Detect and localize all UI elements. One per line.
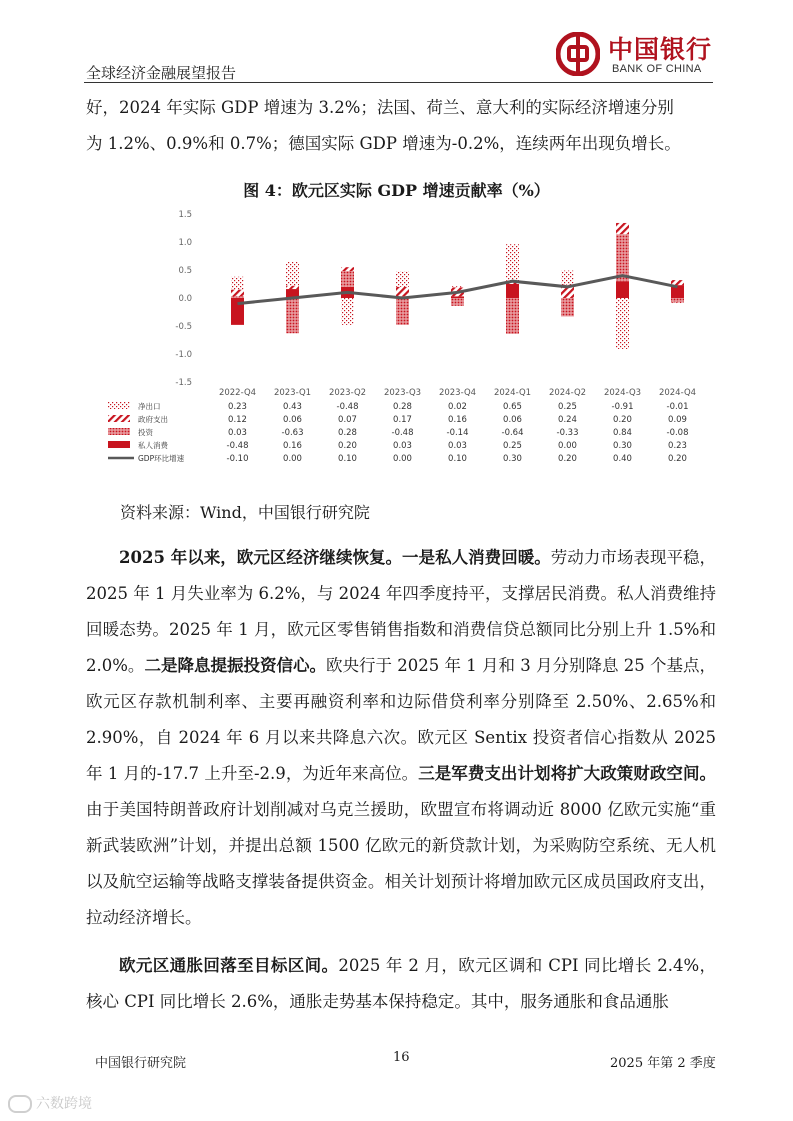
data-label: 0.40 [613, 454, 632, 464]
y-tick-label: 0.0 [178, 294, 192, 304]
data-label: 0.17 [393, 415, 412, 425]
legend-label: GDP环比增速 [138, 454, 185, 463]
p1-lead: 2025 年以来，欧元区经济继续恢复。一是私人消费回暖。 [119, 548, 551, 567]
data-label: 0.16 [283, 441, 302, 451]
legend-key [108, 428, 130, 435]
x-tick-label: 2022-Q4 [218, 388, 257, 398]
data-label: -0.10 [226, 454, 249, 464]
data-label: 0.03 [393, 441, 412, 451]
x-tick-label: 2023-Q4 [438, 388, 477, 398]
bar-segment [341, 267, 354, 271]
p1-bold-3: 三是军费支出计划将扩大政策财政空间。 [418, 764, 716, 783]
data-label: -0.64 [501, 428, 524, 438]
data-label: 0.20 [558, 454, 577, 464]
data-label: 0.28 [338, 428, 357, 438]
gdp-contribution-chart [100, 202, 720, 482]
data-label: 0.43 [283, 402, 302, 412]
bar-segment [506, 298, 519, 334]
data-label: 0.30 [503, 454, 522, 464]
bar-segment [451, 298, 464, 306]
footer-quarter: 2025 年第 2 季度 [610, 1056, 716, 1071]
x-tick-label: 2024-Q3 [603, 388, 642, 398]
y-tick-label: -1.0 [175, 350, 192, 360]
bar-segment [286, 286, 299, 289]
bar-segment [341, 298, 354, 325]
bar-segment [396, 298, 409, 325]
data-label: 0.16 [448, 415, 467, 425]
x-tick-label: 2023-Q3 [383, 388, 422, 398]
body-paragraph-2 [86, 948, 716, 1020]
data-label: -0.91 [611, 402, 634, 412]
bar-segment [616, 298, 629, 349]
data-label: 0.12 [228, 415, 247, 425]
bar-segment [506, 284, 519, 298]
p2-lead: 欧元区通胀回落至目标区间。 [119, 956, 339, 975]
data-label: -0.48 [391, 428, 414, 438]
bank-of-china-logo-icon [556, 32, 600, 76]
data-label: -0.14 [446, 428, 469, 438]
bar-segment [341, 271, 354, 287]
footer-institute: 中国银行研究院 [95, 1056, 187, 1071]
logo-english-text: BANK OF CHINA [612, 63, 702, 75]
data-label: 0.20 [613, 415, 632, 425]
bar-segment [231, 277, 244, 290]
legend-label: 政府支出 [138, 415, 168, 424]
watermark-text: 六数跨境 [36, 1095, 92, 1111]
data-label: 0.09 [668, 415, 687, 425]
data-label: 0.25 [558, 402, 577, 412]
data-label: 0.06 [283, 415, 302, 425]
data-label: 0.25 [503, 441, 522, 451]
data-label: 0.23 [668, 441, 687, 451]
y-tick-label: -0.5 [175, 322, 192, 332]
data-label: 0.00 [393, 454, 412, 464]
data-label: 0.24 [558, 415, 577, 425]
x-tick-label: 2023-Q1 [273, 388, 312, 398]
x-tick-label: 2024-Q1 [493, 388, 532, 398]
x-tick-label: 2024-Q4 [658, 388, 697, 398]
data-label: 0.30 [613, 441, 632, 451]
legend-key [108, 415, 130, 422]
x-tick-label: 2023-Q2 [328, 388, 367, 398]
data-label: -0.48 [336, 402, 359, 412]
p1-text-3: 由于美国特朗普政府计划削减对乌克兰援助，欧盟宣布将调动近 8000 亿欧元实施“重新武装欧洲”计划，并提出总额 1500 亿欧元的新贷款计划，为采购防空系统、无人机以及航空运输等战略支撑装备提供资金。相关计划预计将增加欧元区成员国政府支出，拉动经济增长。 [86, 800, 716, 927]
bar-segment [451, 296, 464, 298]
header-divider [84, 82, 713, 83]
data-label: 0.65 [503, 402, 522, 412]
data-label: 0.06 [503, 415, 522, 425]
data-label: 0.20 [668, 454, 687, 464]
legend-key [108, 441, 130, 448]
bar-segment [616, 281, 629, 298]
p2-text: 2025 年 2 月，欧元区调和 CPI 同比增长 2.4%，核心 CPI 同比增长 2.6%，通胀走势基本保持稳定。其中，服务通胀和食品通胀 [86, 956, 717, 1011]
intro-line-2: 为 1.2%、0.9%和 0.7%；德国实际 GDP 增速为-0.2%，连续两年出现负增长。 [86, 134, 681, 153]
data-label: 0.00 [283, 454, 302, 464]
data-label: 0.03 [228, 428, 247, 438]
data-label: -0.48 [226, 441, 249, 451]
bar-segment [671, 302, 684, 303]
data-label: 0.23 [228, 402, 247, 412]
data-label: 0.28 [393, 402, 412, 412]
x-tick-label: 2024-Q2 [548, 388, 587, 398]
legend-key [108, 402, 130, 409]
watermark-logo-icon [8, 1095, 32, 1113]
bar-segment [231, 290, 244, 297]
y-tick-label: 1.0 [178, 238, 192, 248]
bar-segment [396, 271, 409, 287]
data-label: -0.63 [281, 428, 304, 438]
data-label: -0.08 [666, 428, 689, 438]
bar-segment [231, 296, 244, 298]
intro-paragraph [86, 90, 716, 162]
bar-segment [506, 244, 519, 280]
data-label: 0.03 [448, 441, 467, 451]
bar-segment [671, 298, 684, 302]
data-label: 0.84 [613, 428, 632, 438]
data-label: 0.02 [448, 402, 467, 412]
legend-label: 净出口 [138, 402, 161, 411]
p1-text-1: 劳动力市场表现平稳，2025 年 1 月失业率为 6.2%，与 2024 年四季度持平，支撑居民消费。私人消费维持回暖态势。2025 年 1 月，欧元区零售销售指数和消费信贷总额同比分别上升 1.5%和 2.0%。 [86, 548, 717, 675]
p1-bold-2: 二是降息提振投资信心。 [144, 656, 326, 675]
data-label: 0.10 [338, 454, 357, 464]
bar-segment [561, 271, 574, 285]
data-label: 0.10 [448, 454, 467, 464]
y-tick-label: 0.5 [178, 266, 192, 276]
watermark [8, 1093, 92, 1113]
logo-chinese-text: 中国银行 [608, 35, 713, 64]
bar-segment [561, 298, 574, 316]
intro-line-1: 好，2024 年实际 GDP 增速为 3.2%；法国、荷兰、意大利的实际经济增速分别 [86, 98, 674, 117]
data-label: -0.33 [556, 428, 579, 438]
bar-segment [286, 262, 299, 286]
page-number: 16 [393, 1050, 410, 1065]
figure-title: 图 4：欧元区实际 GDP 增速贡献率（%） [243, 181, 550, 200]
bar-segment [396, 287, 409, 297]
body-paragraph-1 [86, 540, 716, 936]
p1-text-2: 欧央行于 2025 年 1 月和 3 月分别降息 25 个基点，欧元区存款机制利率、主要再融资利率和边际借贷利率分别降至 2.50%、2.65%和 2.90%，自 2024 年 6 月以来共降息六次。欧元区 Sentix 投资者信心指数从 2025 年 1 月的-17.7 上升至-2.9，为近年来高位。 [86, 656, 717, 783]
legend-label: 投资 [138, 428, 153, 437]
bar-segment [616, 223, 629, 234]
data-label: 0.00 [558, 441, 577, 451]
y-tick-label: 1.5 [178, 210, 192, 220]
data-label: -0.01 [666, 402, 689, 412]
legend-label: 私人消费 [138, 441, 168, 450]
report-title: 全球经济金融展望报告 [86, 64, 237, 82]
figure-source: 资料来源：Wind，中国银行研究院 [120, 503, 370, 522]
bar-segment [286, 298, 299, 333]
y-tick-label: -1.5 [175, 378, 192, 388]
bank-logo [556, 30, 716, 80]
data-label: 0.20 [338, 441, 357, 451]
bar-segment [451, 286, 464, 287]
data-label: 0.07 [338, 415, 357, 425]
